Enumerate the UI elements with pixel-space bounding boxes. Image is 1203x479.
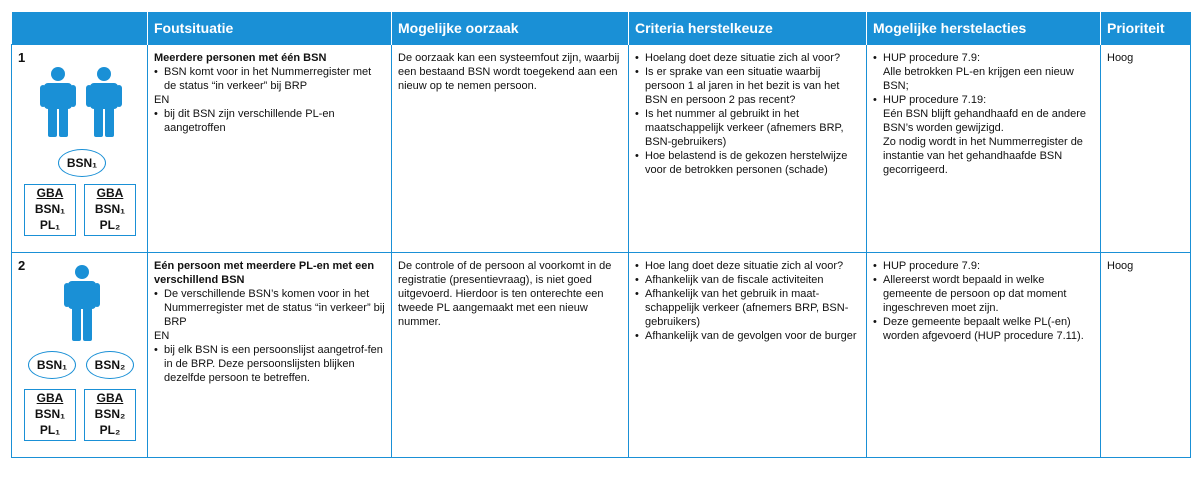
actions-cell xyxy=(867,253,1101,458)
action-item: • HUP procedure 7.19: Eén BSN blijft gehandhaafd en de andere BSN’s worden gewijzigd. Zo nodig wordt in het Nummerregister de instantie van het gehandhaafde BSN gecorrigeerd. xyxy=(873,93,1094,177)
action-item: • Allereerst wordt bepaald in welke gemeente de persoon op dat moment ingeschreven moet zijn. xyxy=(873,273,1094,315)
table-row xyxy=(12,253,1191,458)
actions-cell xyxy=(867,45,1101,253)
situation-title: Eén persoon met meerdere PL-en met een verschillend BSN xyxy=(154,260,375,286)
criteria-item: • Is er sprake van een situatie waarbij persoon 1 al jaren in het bezit is van het BSN en persoon 2 pas recent? xyxy=(635,65,860,107)
header-number xyxy=(12,12,148,45)
person-icon xyxy=(64,265,100,341)
header-prioriteit: Prioriteit xyxy=(1101,12,1191,45)
action-item: • HUP procedure 7.9: xyxy=(873,259,1094,273)
header-foutsituatie: Foutsituatie xyxy=(148,12,392,45)
person-icon xyxy=(86,67,122,137)
criteria-item: • Hoelang doet deze situatie zich al voor? xyxy=(635,51,860,65)
gba-box: GBA BSN₂ PL₂ xyxy=(84,389,136,441)
criteria-item: • Afhankelijk van het gebruik in maat-schappelijk verkeer (afnemers BRP, BSN-gebruikers) xyxy=(635,287,860,329)
criteria-item: • Afhankelijk van de fiscale activiteiten xyxy=(635,273,860,287)
header-oorzaak: Mogelijke oorzaak xyxy=(392,12,629,45)
criteria-item: • Hoe belastend is de gekozen herstelwijze voor de betrokken personen (schade) xyxy=(635,149,860,177)
table-row xyxy=(12,45,1191,253)
header-herstelacties: Mogelijke herstelacties xyxy=(867,12,1101,45)
action-item: • HUP procedure 7.9: Alle betrokken PL-en krijgen een nieuw BSN; xyxy=(873,51,1094,93)
header-row xyxy=(12,12,1191,45)
criteria-item: • Is het nummer al gebruikt in het maatschappelijk verkeer (afnemers BRP, BSN-gebruikers) xyxy=(635,107,860,149)
cause-cell: De oorzaak kan een systeemfout zijn, waarbij een bestaand BSN wordt toegekend aan een nieuw op te nemen persoon. xyxy=(392,45,629,253)
criteria-cell xyxy=(629,45,867,253)
error-situations-table xyxy=(11,12,1191,458)
row-number: 1 xyxy=(18,50,26,65)
person-icon xyxy=(40,67,76,137)
situation-bullet: • De verschillende BSN’s komen voor in het Nummerregister met de status “in verkeer” bij BRP xyxy=(154,287,385,329)
priority-cell: Hoog xyxy=(1101,45,1191,253)
situation-bullet: • BSN komt voor in het Nummerregister met de status “in verkeer” bij BRP xyxy=(154,65,385,93)
gba-box: GBA BSN₁ PL₂ xyxy=(84,184,136,236)
criteria-item: • Hoe lang doet deze situatie zich al voor? xyxy=(635,259,860,273)
situation-en: EN xyxy=(154,330,170,342)
situation-bullet: • bij dit BSN zijn verschillende PL-en aangetroffen xyxy=(154,107,385,135)
situation-cell xyxy=(148,45,392,253)
cause-cell: De controle of de persoon al voorkomt in de registratie (presentievraag), is niet goed uitgevoerd. Hierdoor is ten onterechte een tweede PL aangemaakt met een nieuw nummer. xyxy=(392,253,629,458)
bsn-oval: BSN₁ xyxy=(58,149,106,177)
action-item: • Deze gemeente bepaalt welke PL(-en) worden afgevoerd (HUP procedure 7.11). xyxy=(873,315,1094,343)
criteria-cell xyxy=(629,253,867,458)
situation-en: EN xyxy=(154,94,170,106)
row-number: 2 xyxy=(18,258,26,273)
figure-cell xyxy=(12,253,148,458)
bsn-oval: BSN₁ xyxy=(28,351,76,379)
figure-cell xyxy=(12,45,148,253)
bsn-oval: BSN₂ xyxy=(86,351,134,379)
gba-box: GBA BSN₁ PL₁ xyxy=(24,389,76,441)
situation-cell xyxy=(148,253,392,458)
situation-title: Meerdere personen met één BSN xyxy=(154,52,327,64)
header-criteria: Criteria herstelkeuze xyxy=(629,12,867,45)
criteria-item: • Afhankelijk van de gevolgen voor de burger xyxy=(635,329,860,343)
situation-bullet: • bij elk BSN is een persoonslijst aangetrof-fen in de BRP. Deze persoonslijsten blijken dezelfde persoon te betreffen. xyxy=(154,343,385,385)
priority-cell: Hoog xyxy=(1101,253,1191,458)
gba-box: GBA BSN₁ PL₁ xyxy=(24,184,76,236)
